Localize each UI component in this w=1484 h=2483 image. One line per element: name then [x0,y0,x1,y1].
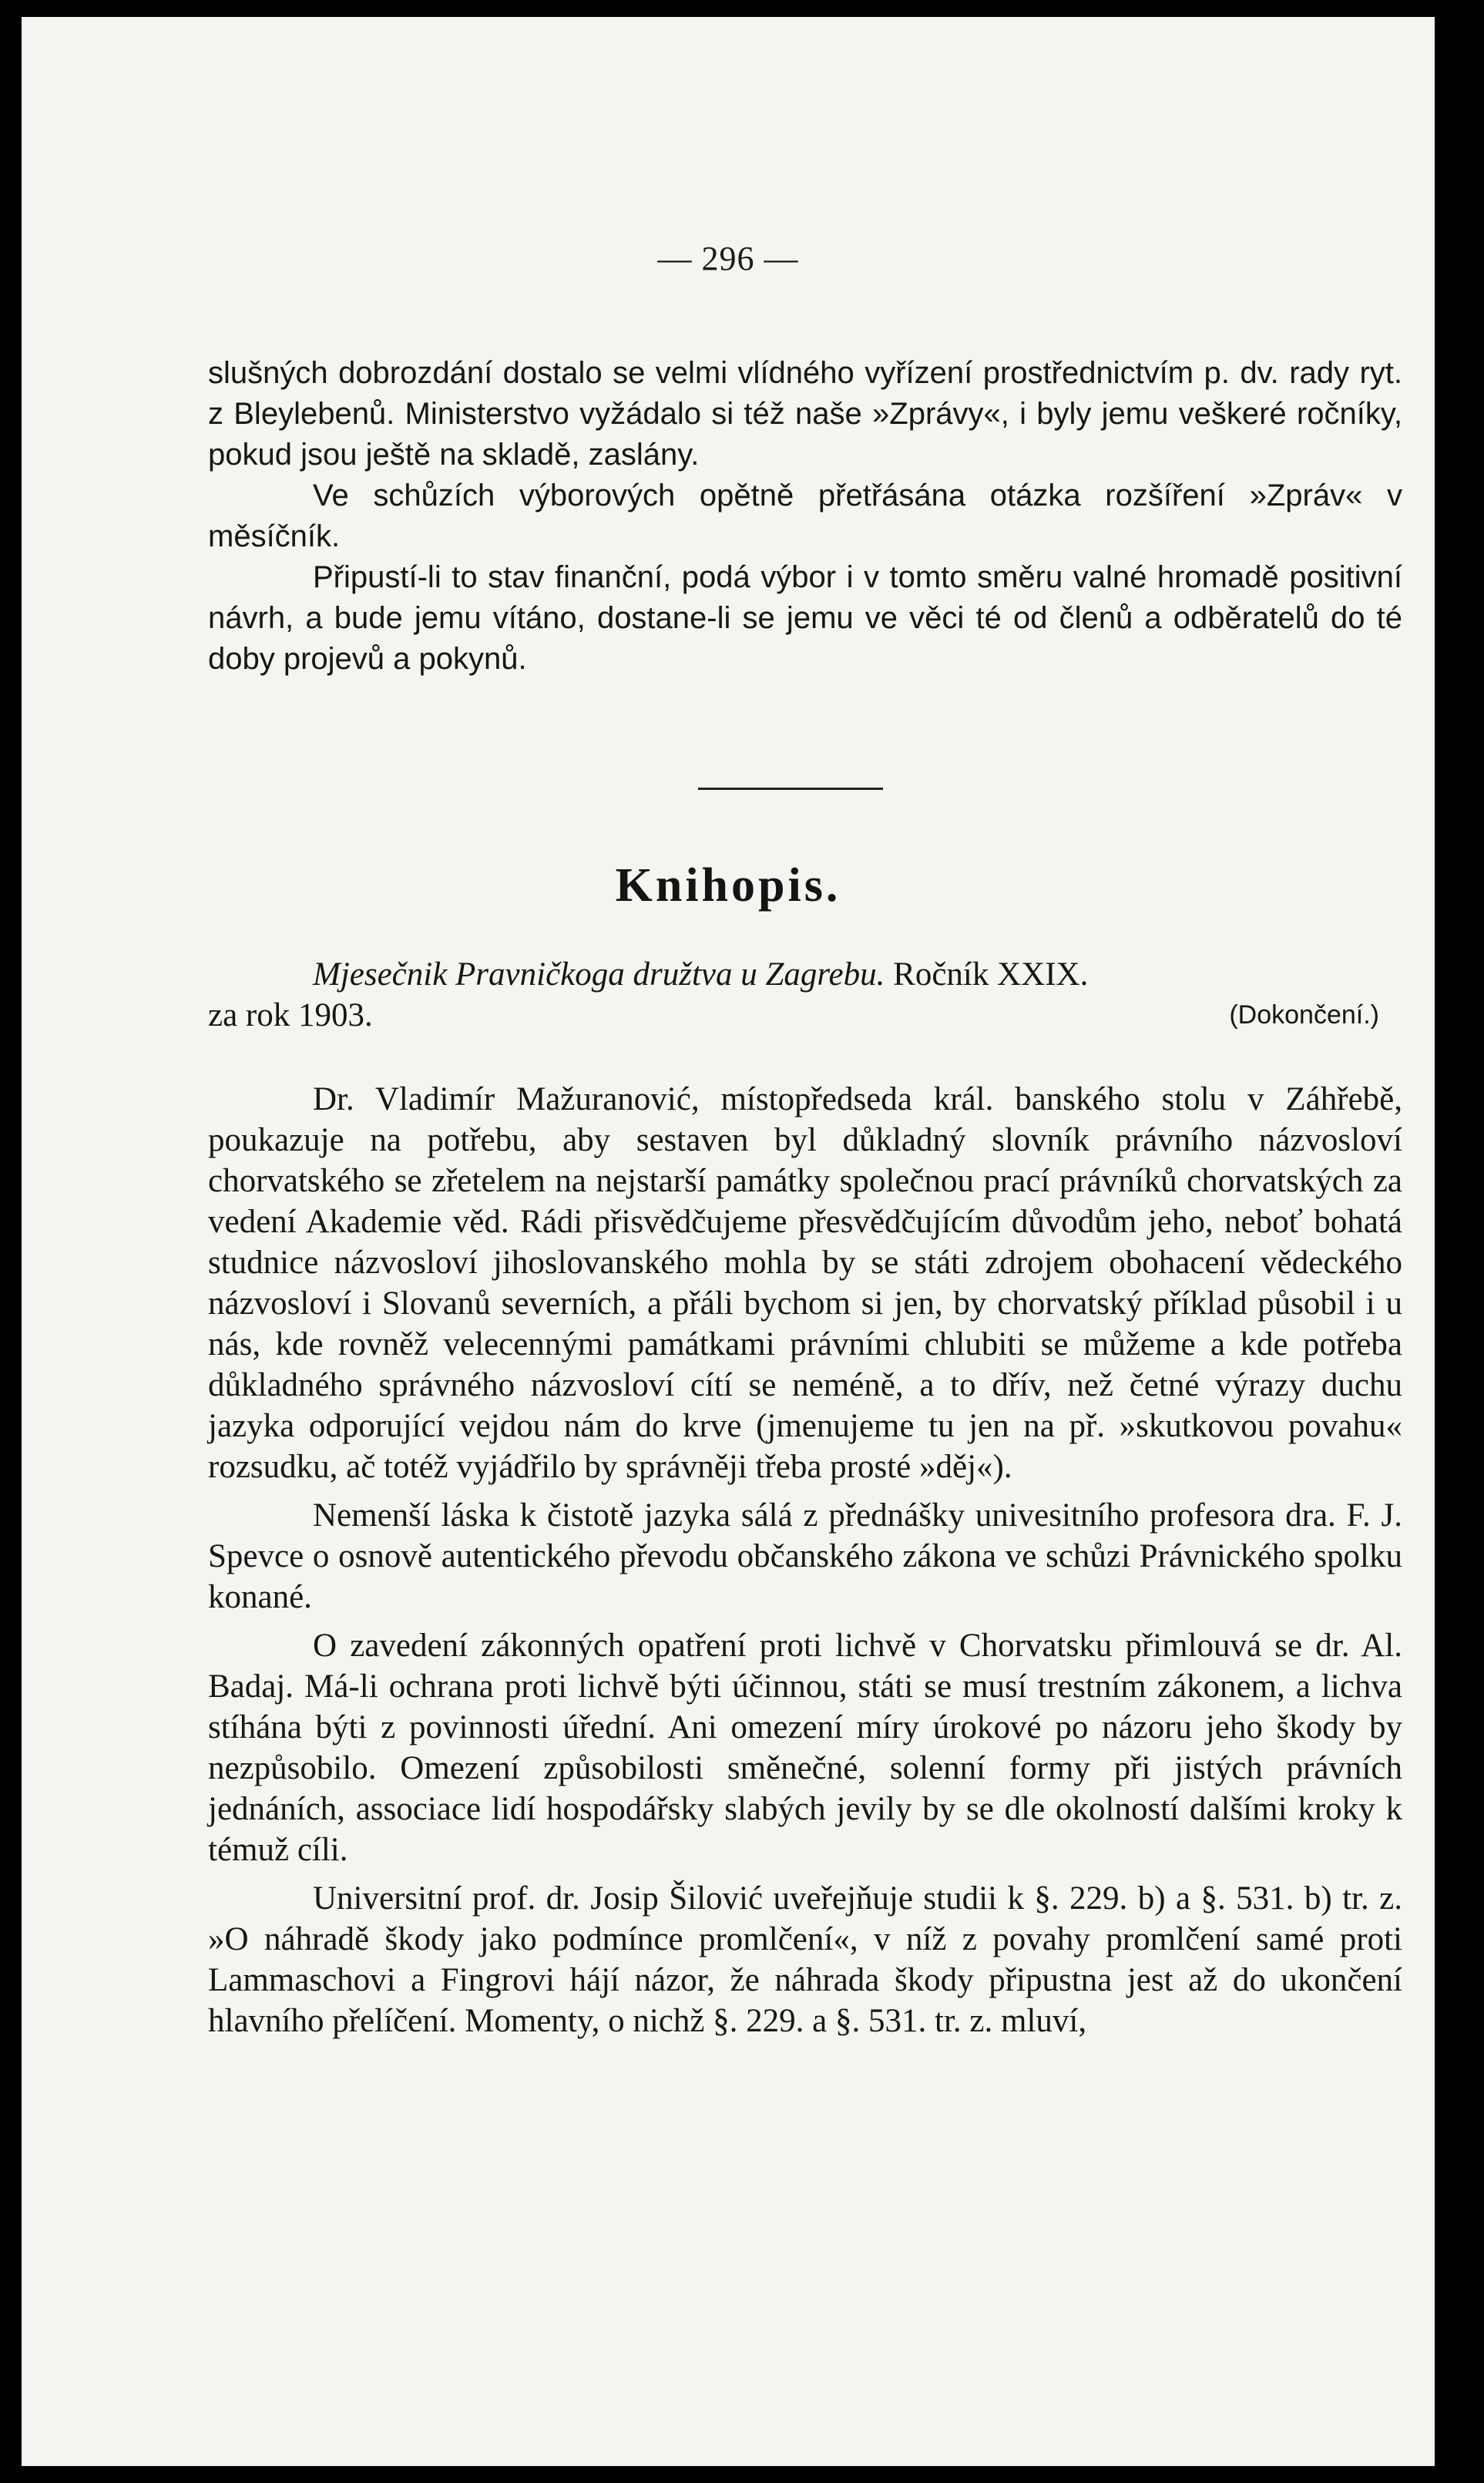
paragraph: Dr. Vladimír Mažuranović, místopředseda král. banského stolu v Záhřebě, poukazuje na potřebu, aby sestaven byl důkladný slovník právního názvosloví chorvatského se zřetelem na nejstarší památky společnou prací právníků chorvatských za vedení Akademie věd. Rádi přisvědčujeme přesvědčujícím důvodům jeho, neboť bohatá studnice názvosloví jihoslovanského mohla by se státi zdrojem obohacení vědeckého názvosloví i Slovanů severních, a přáli bychom si jen, by chorvatský příklad působil i u nás, kde rovněž velecennými památkami právními chlubiti se můžeme a kde potřeba důkladného správného názvosloví cítí se neméně, a to dřív, než četné výrazy duchu jazyka odporující vejdou nám do krve (jmenujeme tu jen na př. »skutkovou povahu« rozsudku, ač totéž vyjádřilo by správněji třeba prosté »děj«). [208,1081,1402,1485]
page-number: — 296 — [657,240,799,277]
paragraph: Universitní prof. dr. Josip Šilović uveřejňuje studii k §. 229. b) a §. 531. b) tr. z. »O náhradě škody jako podmínce promlčení«, v níž z povahy promlčení samé proti Lammaschovi a Fingrovi hájí názor, že náhrada škody připustna jest až do ukončení hlavního přelíčení. Momenty, o nichž §. 229. a §. 531. tr. z. mluví, [208,1880,1402,2039]
scan-border [1435,0,1484,2483]
scanned-page [22,17,1435,2466]
continued-note: (Dokončení.) [1229,1000,1379,1030]
volume: Ročník XXIX. [893,956,1089,993]
year: za rok 1903. [208,997,373,1033]
source-citation [208,954,1402,1036]
paragraph: O zavedení zákonných opatření proti lichvě v Chorvatsku přimlouvá se dr. Al. Badaj. Má-li ochrana proti lichvě býti účinnou, státi se musí trestním zákonem, a lichva stíhána býti z povinnosti úřední. Ani omezení míry úrokové po názoru jeho škody by nezpůsobilo. Omezení způsobilosti směnečné, solenní formy při jistých právních jednáních, associace lidí hospodářsky slabých jevily by se dle okolností dalšími kroky k témuž cíli. [208,1628,1402,1868]
section-heading: Knihopis. [615,859,841,912]
paragraph: Ve schůzích výborových opětně přetřásána otázka rozšíření »Zpráv« v měsíčník. [208,479,1402,553]
intro-text [208,353,1402,680]
source-line [208,954,1402,995]
review-text [208,1079,1402,2041]
paragraph: Nemenší láska k čistotě jazyka sálá z přednášky univesitního profesora dra. F. J. Spevce o osnově autentického převodu občanského zákona ve schůzi Právnického spolku konané. [208,1497,1402,1615]
journal-title: Mjesečnik Pravničkoga družtva u Zagrebu. [313,956,885,993]
paragraph: Připustí-li to stav finanční, podá výbor i v tomto směru valné hromadě positivní návrh, a bude jemu vítáno, dostane-li se jemu ve věci té od členů a odběratelů do té doby projevů a pokynů. [208,560,1402,676]
section-divider [698,788,883,790]
source-line [208,995,1402,1036]
paragraph: slušných dobrozdání dostalo se velmi vlídného vyřízení prostřednictvím p. dv. rady ryt. z Bleylebenů. Ministerstvo vyžádalo si též naše »Zprávy«, i byly jemu veškeré ročníky, pokud jsou ještě na skladě, zaslány. [208,356,1402,472]
